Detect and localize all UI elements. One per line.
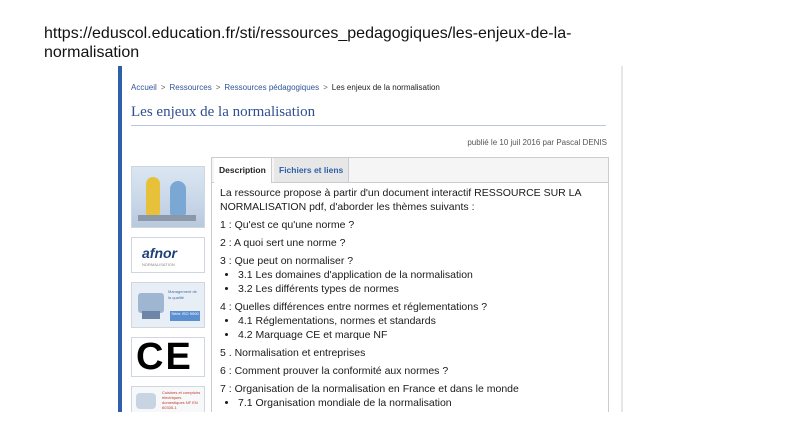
ce-mark-thumbnail[interactable] (131, 337, 205, 377)
intro-line: NORMALISATION pdf, d'aborder les thèmes suivants : (220, 201, 475, 213)
description-body (220, 186, 605, 410)
section-title: 3 : Que peut on normaliser ? (220, 255, 354, 267)
breadcrumb-separator: > (323, 83, 328, 92)
breadcrumb-separator: > (215, 83, 221, 92)
section-title: 5 . Normalisation et entreprises (220, 347, 366, 359)
tab-bar (212, 158, 608, 183)
document-shape (138, 293, 164, 313)
breadcrumb-link-resources[interactable]: Ressources (169, 83, 212, 92)
breadcrumb-link-home[interactable]: Accueil (131, 83, 157, 92)
iso-badge: Série ISO 9000 (170, 311, 200, 321)
illustration-thumbnail[interactable] (131, 166, 205, 228)
section-title: 2 : A quoi sert une norme ? (220, 237, 346, 249)
subsection-list (220, 396, 605, 410)
list-item: • 4.1 Réglementations, normes et standards (238, 314, 605, 328)
tab-description[interactable]: Description (214, 158, 272, 183)
page-title: Les enjeux de la normalisation (131, 104, 316, 120)
subsection-list (220, 268, 605, 296)
section-title: 4 : Quelles différences entre normes et réglementations ? (220, 301, 488, 313)
nf-thumbnail-text: Cuisines et comptoirs électriques domestiques NF EN 60335-1 (162, 390, 201, 410)
appliance-shape (136, 393, 156, 409)
thumbnail-column (131, 166, 205, 412)
left-accent-bar (118, 66, 122, 412)
section-title: 6 : Comment prouver la conformité aux normes ? (220, 365, 449, 377)
base-shape (138, 215, 196, 221)
afnor-logo: afnor (142, 245, 177, 261)
title-divider (131, 125, 606, 126)
section-title: 7 : Organisation de la normalisation en France et dans le monde (220, 383, 519, 395)
iso-9000-thumbnail[interactable] (131, 282, 205, 328)
ce-mark-logo: CE (136, 337, 193, 377)
section-title: 1 : Qu'est ce qu'une norme ? (220, 219, 355, 231)
iso-thumbnail-text: Management de la qualité (168, 289, 197, 300)
scrollbar-track[interactable] (621, 66, 623, 412)
subsection-list (220, 314, 605, 342)
page-screenshot (118, 66, 623, 412)
list-item: • 3.1 Les domaines d'application de la normalisation (238, 268, 605, 282)
nf-thumbnail[interactable] (131, 386, 205, 412)
list-item: • 4.2 Marquage CE et marque NF (238, 328, 605, 342)
breadcrumb-separator: > (160, 83, 166, 92)
breadcrumb (131, 83, 440, 92)
url-caption: https://eduscol.education.fr/sti/ressources_pedagogiques/les-enjeux-de-la-normalisation (44, 25, 572, 61)
afnor-thumbnail[interactable] (131, 237, 205, 273)
list-item: • 7.1 Organisation mondiale de la normalisation (238, 396, 605, 410)
intro-paragraph (220, 186, 605, 214)
intro-line: La ressource propose à partir d'un document interactif RESSOURCE SUR LA (220, 187, 582, 199)
publication-info: publié le 10 juil 2016 par Pascal DENIS (467, 138, 607, 147)
breadcrumb-current: Les enjeux de la normalisation (331, 83, 440, 92)
document-shape (142, 311, 160, 319)
resource-content-panel (211, 157, 609, 412)
afnor-subtitle: NORMALISATION (142, 262, 175, 267)
figure-shape (146, 177, 160, 215)
breadcrumb-link-pedagogical[interactable]: Ressources pédagogiques (224, 83, 320, 92)
tab-files-and-links[interactable]: Fichiers et liens (274, 158, 349, 182)
list-item: • 3.2 Les différents types de normes (238, 282, 605, 296)
figure-shape (170, 181, 186, 215)
